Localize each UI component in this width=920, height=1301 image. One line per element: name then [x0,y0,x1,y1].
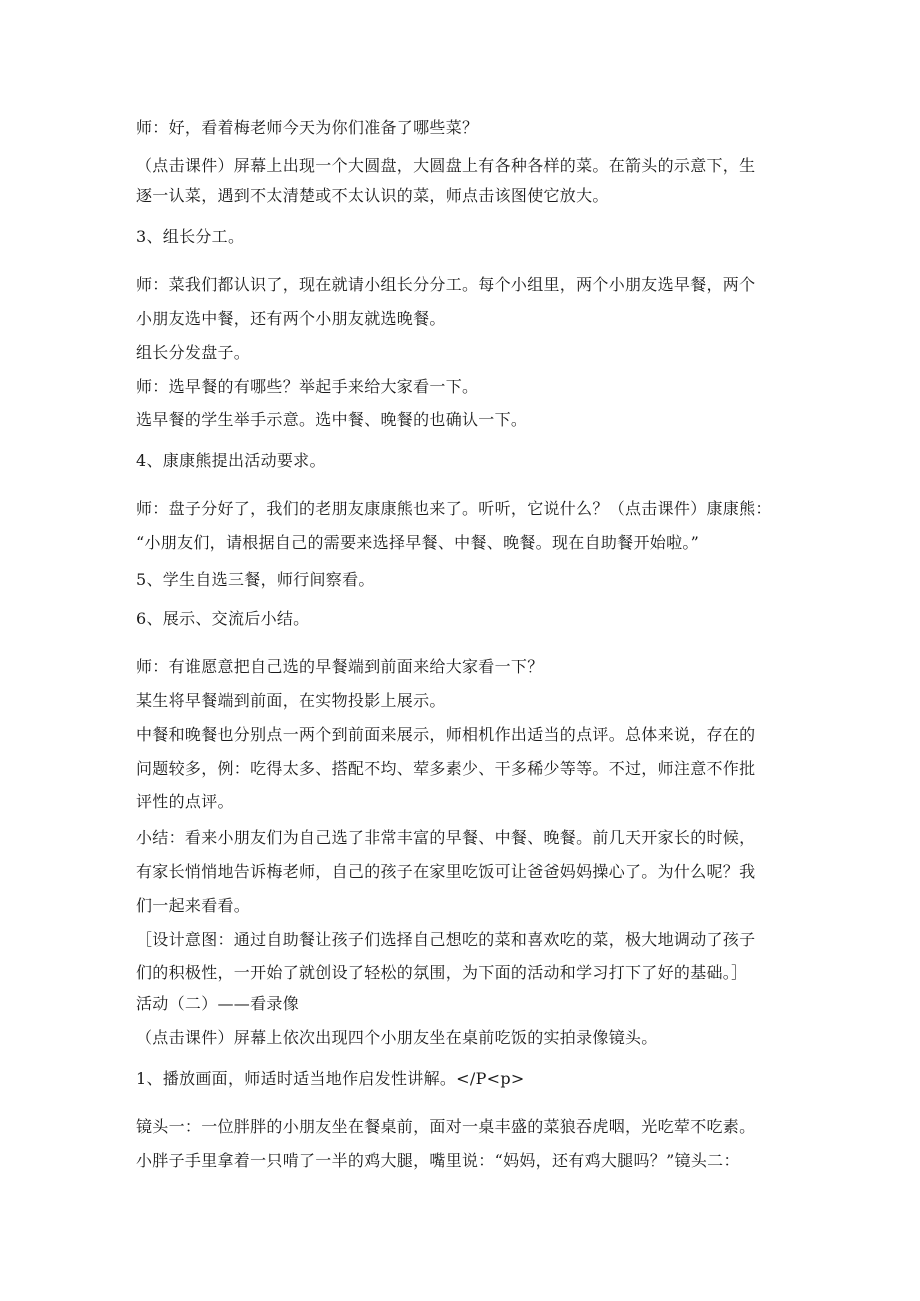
text-line: 组长分发盘子。 [136,343,251,362]
text-line: ［设计意图：通过自助餐让孩子们选择自己想吃的菜和喜欢吃的菜，极大地调动了孩子 [136,930,756,949]
text-line: 师：选早餐的有哪些？举起手来给大家看一下。 [136,377,479,396]
section-heading: 活动（二）——看录像 [136,994,300,1013]
text-line: 有家长悄悄地告诉梅老师，自己的孩子在家里吃饭可让爸爸妈妈操心了。为什么呢？我 [136,862,756,881]
text-line: 中餐和晚餐也分别点一两个到前面来展示，师相机作出适当的点评。总体来说，存在的 [136,725,756,744]
text-line: 小结：看来小朋友们为自己选了非常丰富的早餐、中餐、晚餐。前几天开家长的时候， [136,828,756,847]
text-line: 选早餐的学生举手示意。选中餐、晚餐的也确认一下。 [136,410,528,429]
text-line: 师：菜我们都认识了，现在就请小组长分分工。每个小组里，两个小朋友选早餐，两个 [136,275,756,294]
text-line: 小朋友选中餐，还有两个小朋友就选晚餐。 [136,309,446,328]
section-heading: 1、播放画面，师适时适当地作启发性讲解。</P<p> [136,1069,525,1088]
text-line: 逐一认菜，遇到不太清楚或不太认识的菜，师点击该图使它放大。 [136,186,609,205]
text-line: 师：好，看着梅老师今天为你们准备了哪些菜？ [136,118,479,137]
text-line: 们的积极性，一开始了就创设了轻松的氛围，为下面的活动和学习打下了好的基础。］ [136,963,748,982]
text-line: 师：盘子分好了，我们的老朋友康康熊也来了。听听，它说什么？（点击课件）康康熊： [136,499,772,518]
text-line: （点击课件）屏幕上依次出现四个小朋友坐在桌前吃饭的实拍录像镜头。 [136,1028,658,1047]
text-line: 们一起来看看。 [136,896,251,915]
text-line: 评性的点评。 [136,792,234,811]
text-line: （点击课件）屏幕上出现一个大圆盘，大圆盘上有各种各样的菜。在箭头的示意下，生 [136,156,756,175]
section-heading: 5、学生自选三餐，师行间察看。 [136,570,375,589]
text-line: 镜头一：一位胖胖的小朋友坐在餐桌前，面对一桌丰盛的菜狼吞虎咽，光吃荤不吃素。 [136,1117,756,1136]
section-heading: 4、康康熊提出活动要求。 [136,451,326,470]
section-heading: 3、组长分工。 [136,227,245,246]
text-line: “小朋友们，请根据自己的需要来选择早餐、中餐、晚餐。现在自助餐开始啦。” [136,533,700,552]
text-line: 问题较多，例：吃得太多、搭配不均、荤多素少、干多稀少等等。不过，师注意不作批 [136,759,756,778]
text-line: 小胖子手里拿着一只啃了一半的鸡大腿，嘴里说：“妈妈，还有鸡大腿吗？”镜头二： [136,1151,740,1170]
section-heading: 6、展示、交流后小结。 [136,609,310,628]
text-line: 师：有谁愿意把自己选的早餐端到前面来给大家看一下？ [136,657,544,676]
text-line: 某生将早餐端到前面，在实物投影上展示。 [136,691,446,710]
